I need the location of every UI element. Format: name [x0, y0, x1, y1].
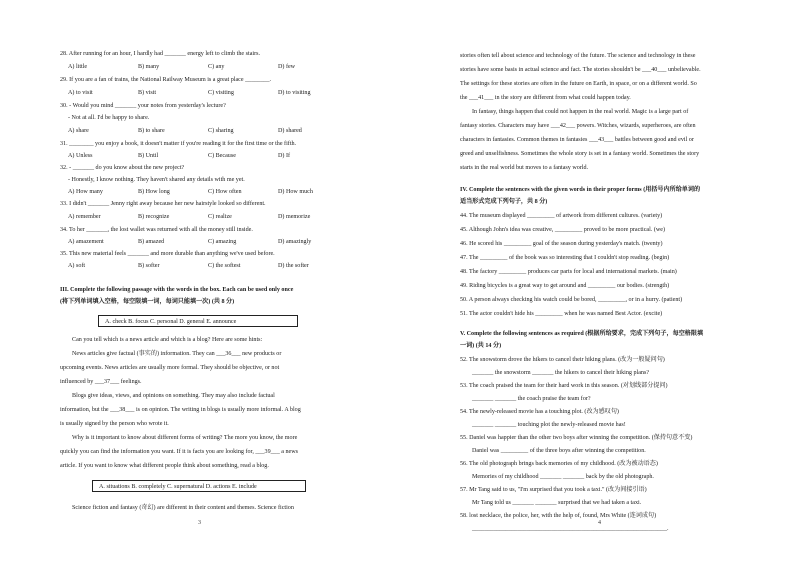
question-35: 35. This new material feels _______ and more durable than anything we've used before. [60, 251, 275, 257]
section-5-heading-cn: 一词) (共 14 分) [460, 343, 502, 349]
passage-line: quickly you can find the information you want. If it is facts you are looking for, ___39___ a news [60, 449, 299, 455]
question-33: 33. I didn't _______ Jenny right away because her new hairstyle looked so different. [60, 201, 266, 207]
page-number: 3 [198, 520, 201, 526]
passage-line: In fantasy, things happen that could not happen in the real world. Magic is a large part of [472, 109, 689, 115]
passage-line: article. If you want to know what different people think about something, read a blog. [60, 463, 269, 469]
option-c: C) amazing [208, 239, 237, 245]
option-d: D) few [278, 64, 296, 70]
question-52-answer: _______ the snowstorm _______ the hikers to cancel their hiking plans? [472, 370, 650, 376]
question-31: 31. ________ you enjoy a book, it doesn't matter if you're reading it for the first time or the fifth. [60, 141, 297, 147]
question-44: 44. The museum displayed _________ of artwork from different cultures. (variety) [460, 213, 663, 219]
question-30: 30. - Would you mind _______ your notes from yesterday's lecture? [60, 103, 226, 109]
question-54-answer: _______ _______ touching plot the newly-released movie has! [472, 422, 626, 428]
question-54: 54. The newly-released movie has a touching plot. (改为感叹句) [460, 409, 619, 415]
option-d: D) How much [278, 189, 313, 195]
option-c: C) visiting [208, 90, 234, 96]
right-page [400, 0, 800, 566]
passage-line: Can you tell which is a news article and which is a blog? Here are some hints: [72, 337, 263, 343]
section-4-heading-cn: 适当形式完成下列句子，共 8 分) [460, 199, 548, 205]
passage-line: Science fiction and fantasy (奇幻) are different in their content and themes. Science fiction [72, 505, 294, 511]
word-box-2: A. situations B. completely C. supernatural D. actions E. include [92, 480, 306, 492]
question-47: 47. The _________ of the book was so interesting that I couldn't stop reading. (begin) [460, 255, 670, 261]
option-b: B) visit [138, 90, 157, 96]
option-b: B) recognize [138, 214, 170, 220]
question-57: 57. Mr Tang said to us, "I'm surprised that you took a taxi." (改为间接引语) [460, 487, 647, 493]
page-number: 4 [598, 520, 601, 526]
section-5-heading: V. Complete the following sentences as required (根据所给要求，完成下列句子，每空格限填 [460, 331, 704, 337]
option-c: C) sharing [208, 128, 234, 134]
question-34: 34. To her _______, the lost wallet was returned with all the money still inside. [60, 227, 253, 233]
option-d: D) shared [278, 128, 302, 134]
option-d: D) the softer [278, 263, 309, 269]
option-a: A) amazement [68, 239, 104, 245]
question-56-answer: Memories of my childhood _______ _______ back by the old photograph. [472, 474, 654, 480]
question-50: 50. A person always checking his watch could be bored, _________, or in a hurry. (patient) [460, 297, 683, 303]
question-58: 58. lost necklace, the police, her, with the help of, found, Mrs White (连词成句) [460, 513, 657, 519]
option-b: B) to share [138, 128, 165, 134]
question-32: 32. - _______ do you know about the new project? [60, 165, 185, 171]
question-45: 45. Although John's idea was creative, _________ proved to be more practical. (we) [460, 227, 666, 233]
option-c: C) realize [208, 214, 232, 220]
option-a: A) share [68, 128, 89, 134]
option-d: D) to visiting [278, 90, 311, 96]
passage-line: greed and unselfishness. Sometimes the whole story is set in a fantasy world. Sometimes the story [460, 151, 700, 157]
passage-line: the ___41___ in the story are different from what could happen today. [460, 95, 631, 101]
passage-line: starts in the real world but moves to a fantasy world. [460, 165, 589, 171]
question-52: 52. The snowstorm drove the hikers to cancel their hiking plans. (改为一般疑问句) [460, 357, 665, 363]
option-b: B) softer [138, 263, 160, 269]
option-a: A) soft [68, 263, 86, 269]
passage-line: information, but the ___38___ is on opinion. The writing in blogs is usually more informal. A blog [60, 407, 301, 413]
option-d: D) If [278, 153, 291, 159]
passage-line: characters in fantasies. Common themes in fantasies ___43___ battles between good and evil or [460, 137, 694, 143]
passage-line: stories often tell about science and technology of the future. The science and technology in these [460, 53, 696, 59]
question-55: 55. Daniel was happier than the other two boys after winning the competition. (保持句意不变) [460, 435, 693, 441]
passage-line: Blogs give ideas, views, and opinions on something. They may also include factual [72, 393, 275, 399]
option-b: B) Until [138, 153, 159, 159]
question-30-reply: - Not at all. I'd be happy to share. [68, 115, 150, 121]
section-4-heading: IV. Complete the sentences with the given words in their proper forms (用括号内所给单词的 [460, 187, 701, 193]
passage-line: News articles give factual (事实的) information. They can ___36___ new products or [72, 351, 282, 357]
question-46: 46. He scored his _________ goal of the season during yesterday's match. (twenty) [460, 241, 663, 247]
option-b: B) How long [138, 189, 170, 195]
question-48: 48. The factory _________ produces car parts for local and international markets. (main) [460, 269, 677, 275]
question-53: 53. The coach praised the team for their hard work in this season. (对划线部分提问) [460, 383, 668, 389]
passage-line: is usually signed by the person who wrote it. [60, 421, 169, 427]
question-51: 51. The actor couldn't hide his _________ when he was named Best Actor. (excite) [460, 311, 663, 317]
section-3-heading-cn: (将下列单词填入空格，每空限填一词，每词只能填一次) (共 8 分) [60, 299, 235, 305]
passage-line: influenced by ___37___ feelings. [60, 379, 142, 385]
question-58-answer: ________________________________________________________________. [472, 526, 669, 532]
word-box-1: A. check B. focus C. personal D. general E. announce [98, 315, 298, 327]
question-32-reply: - Honestly, I know nothing. They haven't shared any details with me yet. [68, 177, 245, 183]
passage-line: fantasy stories. Characters may have ___42___ powers. Witches, wizards, superheroes, are often [460, 123, 696, 129]
option-c: C) any [208, 64, 225, 70]
passage-line: The settings for these stories are often in the future on Earth, in space, or on a different world. So [460, 81, 697, 87]
option-d: D) amazingly [278, 239, 312, 245]
question-29: 29. If you are a fan of trains, the National Railway Museum is a great place ________. [60, 77, 272, 83]
question-57-answer: Mr Tang told us _______ _______ surprised that we had taken a taxi. [472, 500, 642, 506]
option-b: B) amazed [138, 239, 165, 245]
option-d: D) memorize [278, 214, 311, 220]
question-28: 28. After running for an hour, I hardly had _______ energy left to climb the stairs. [60, 51, 261, 57]
option-b: B) many [138, 64, 160, 70]
passage-line: upcoming events. News articles are usually more formal. They should be objective, or not [60, 365, 280, 371]
section-3-heading: III. Complete the following passage with the words in the box. Each can be used only once [60, 287, 294, 293]
passage-line: stories have some basis in actual science and fact. The stories shouldn't be ___40___ unbelievable. [460, 67, 701, 73]
option-a: A) remember [68, 214, 101, 220]
question-55-answer: Daniel was _________ of the three boys after winning the competition. [472, 448, 646, 454]
option-a: A) Unless [68, 153, 93, 159]
option-a: A) to visit [68, 90, 93, 96]
question-56: 56. The old photograph brings back memories of my childhood. (改为被动语态) [460, 461, 658, 467]
question-49: 49. Riding bicycles is a great way to get around and _________ our bodies. (strength) [460, 283, 670, 289]
option-a: A) How many [68, 189, 103, 195]
passage-line: Why is it important to know about different forms of writing? The more you know, the more [72, 435, 298, 441]
option-c: C) Because [208, 153, 236, 159]
option-c: C) the softest [208, 263, 241, 269]
question-53-answer: _______ _______ the coach praise the team for? [472, 396, 591, 402]
option-a: A) little [68, 64, 88, 70]
option-c: C) How often [208, 189, 242, 195]
